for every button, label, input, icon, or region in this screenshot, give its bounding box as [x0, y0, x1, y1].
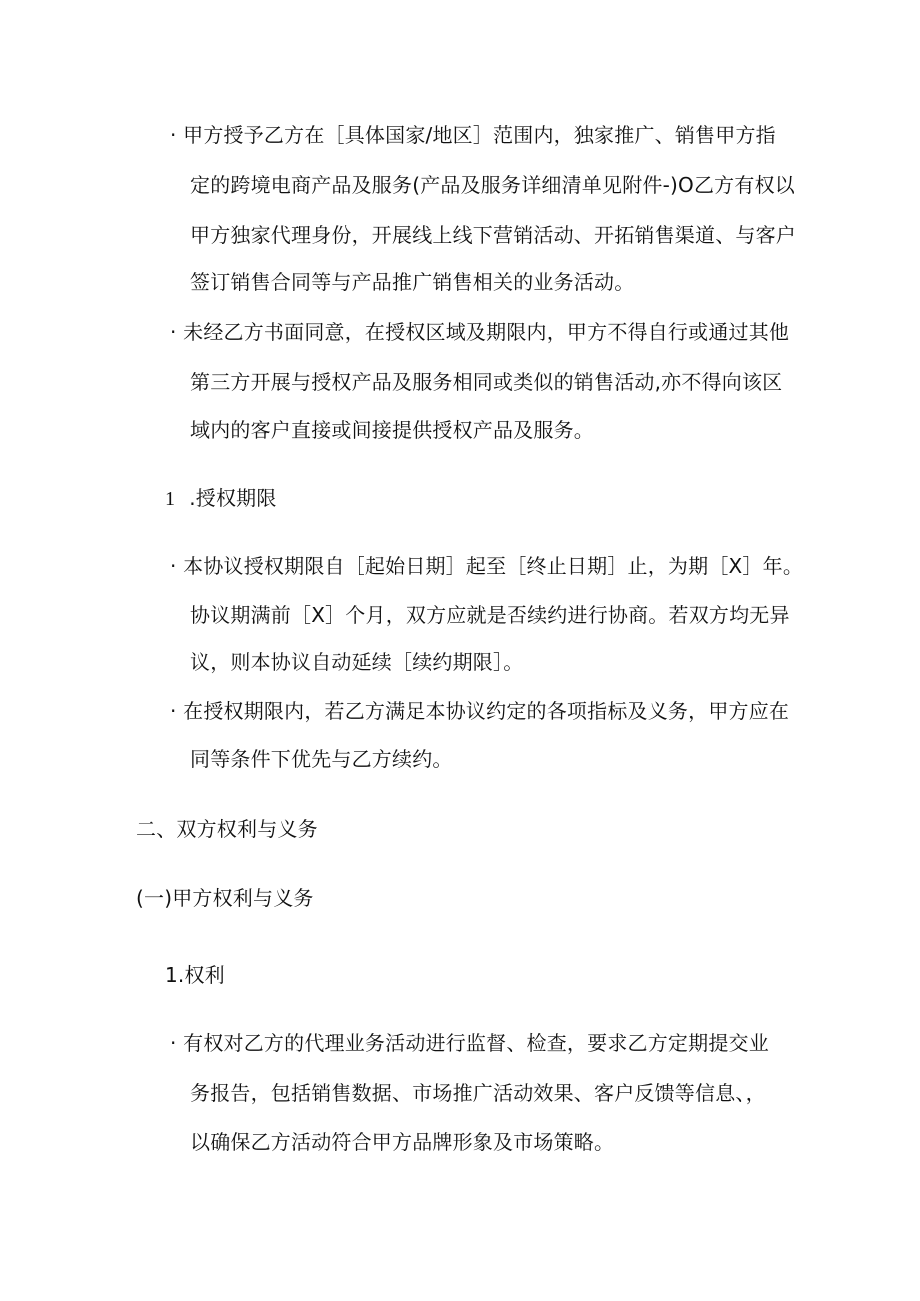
text-line: 第三方开展与授权产品及服务相同或类似的销售活动,亦不得向该区 — [190, 370, 783, 394]
text-line: 甲方独家代理身份，开展线上线下营销活动、开拓销售渠道、与客户 — [190, 223, 796, 247]
section-heading-3: (一)甲方权利与义务 — [136, 886, 314, 910]
text-line: 签订销售合同等与产品推广销售相关的业务活动。 — [190, 270, 635, 294]
text-line: 议，则本协议自动延续［续约期限］。 — [190, 650, 524, 674]
text-line: · 本协议授权期限自［起始日期］起至［终止日期］止，为期［X］年。 — [170, 554, 804, 578]
text-line: 域内的客户直接或间接提供授权产品及服务。 — [190, 418, 594, 442]
text-line: 以确保乙方活动符合甲方品牌形象及市场策略。 — [190, 1130, 615, 1154]
text-line: · 甲方授予乙方在［具体国家/地区］范围内，独家推广、销售甲方指 — [170, 123, 776, 147]
text-line: · 在授权期限内，若乙方满足本协议约定的各项指标及义务，甲方应在 — [170, 699, 790, 723]
heading-number: 1 — [165, 488, 176, 510]
text-line: · 有权对乙方的代理业务活动进行监督、检查，要求乙方定期提交业 — [170, 1031, 769, 1055]
text-line: 同等条件下优先与乙方续约。 — [190, 747, 453, 771]
text-line: · 未经乙方书面同意，在授权区域及期限内，甲方不得自行或通过其他 — [170, 320, 790, 344]
section-heading-4: 1.权利 — [165, 963, 225, 987]
text-line: 务报告，包括销售数据、市场推广活动效果、客户反馈等信息、， — [190, 1081, 766, 1105]
text-line: 协议期满前［X］个月，双方应就是否续约进行协商。若双方均无异 — [190, 603, 790, 627]
heading-text: .授权期限 — [189, 486, 277, 510]
section-heading-term — [165, 484, 277, 513]
text-line: 定的跨境电商产品及服务(产品及服务详细清单见附件-)O乙方有权以 — [190, 173, 795, 197]
section-heading-2: 二、双方权利与义务 — [136, 817, 318, 841]
